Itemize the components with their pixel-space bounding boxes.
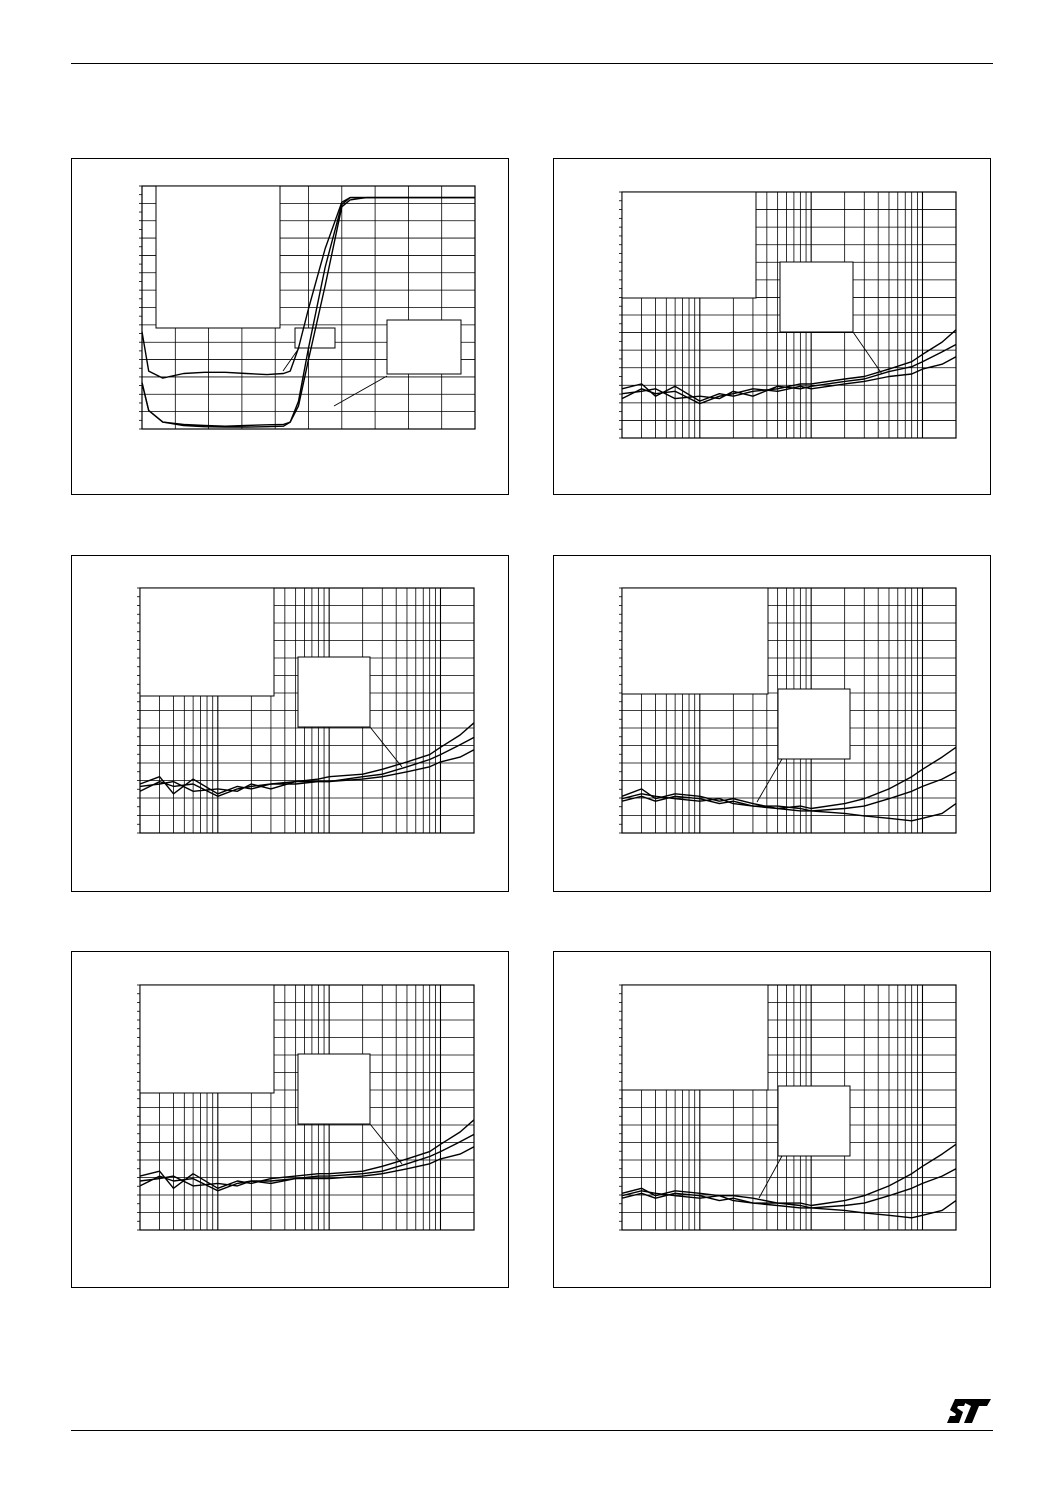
series-line-3 — [622, 1193, 956, 1218]
annotation-box — [622, 588, 768, 694]
st-logo-icon — [945, 1397, 993, 1425]
annotation-box — [140, 588, 274, 696]
series-line-2 — [622, 345, 956, 399]
series-line-2 — [622, 1169, 956, 1208]
header-rule — [71, 63, 993, 64]
series-line-1 — [622, 330, 956, 401]
series-line-3 — [622, 796, 956, 821]
annotation-box — [298, 1054, 370, 1124]
chart-6 — [554, 952, 992, 1289]
series-line-2 — [622, 772, 956, 811]
chart-4 — [554, 556, 992, 893]
annotation-box — [778, 689, 850, 759]
annotation-box — [622, 192, 756, 298]
leader-line — [759, 1156, 782, 1198]
annotation-box — [140, 985, 274, 1093]
annotation-box — [156, 186, 280, 328]
chart-1 — [72, 159, 510, 496]
footer-rule — [71, 1430, 993, 1431]
chart-panel-5 — [71, 951, 509, 1288]
leader-line — [370, 727, 402, 767]
chart-2 — [554, 159, 992, 496]
chart-5 — [72, 952, 510, 1289]
chart-panel-1 — [71, 158, 509, 495]
chart-3 — [72, 556, 510, 893]
annotation-box — [778, 1086, 850, 1156]
annotation-box — [622, 985, 768, 1090]
chart-panel-3 — [71, 555, 509, 892]
annotation-box — [780, 262, 853, 332]
leader-line — [370, 1124, 402, 1164]
annotation-box — [387, 320, 461, 374]
chart-panel-2 — [553, 158, 991, 495]
chart-panel-4 — [553, 555, 991, 892]
chart-panel-6 — [553, 951, 991, 1288]
annotation-box — [298, 657, 370, 727]
